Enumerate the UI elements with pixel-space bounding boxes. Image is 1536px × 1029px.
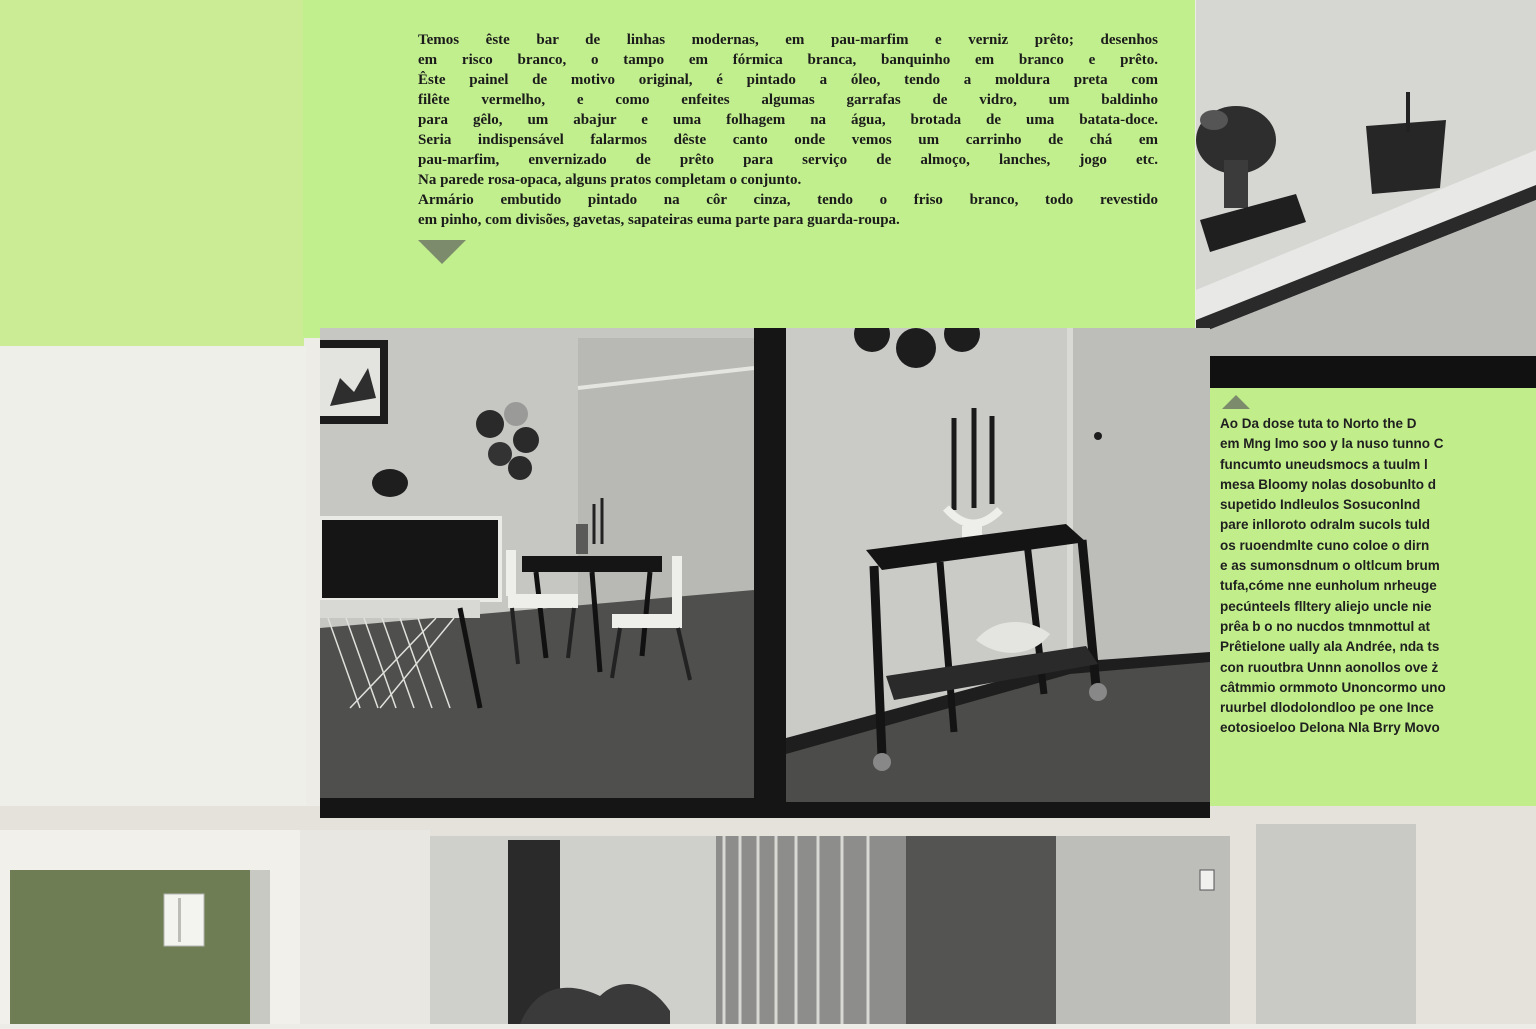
side-line: em Mng lmo soo y la nuso tunno C — [1220, 436, 1444, 452]
bottom-photo-strip — [0, 806, 1536, 1024]
paragraph-line: Seria indispensável falarmos dêste canto onde vemos um carrinho de chá em — [418, 132, 1158, 148]
side-line: eotosioeloo Delona Nla Brry Movo — [1220, 720, 1440, 736]
side-caption-text — [1220, 414, 1536, 739]
side-line: tufa,cóme nne eunholum nrheuge — [1220, 578, 1437, 594]
side-line: câtmmio ormmoto Unoncormo uno — [1220, 679, 1446, 695]
paragraph-line: para gêlo, um abajur e uma folhagem na água, brotada de uma batata-doce. — [418, 112, 1158, 128]
side-line: pare inlloroto odralm sucols tuld — [1220, 517, 1431, 533]
paragraph-line: Êste painel de motivo original, é pintado a óleo, tendo a moldura preta com — [418, 72, 1158, 88]
tea-cart-scene — [786, 328, 1210, 802]
paragraph-line: pau-marfim, envernizado de prêto para serviço de almoço, lanches, jogo etc. — [418, 152, 1158, 168]
side-line: Ao Da dose tuta to Norto the D — [1220, 416, 1417, 431]
main-article-text — [418, 30, 1158, 230]
bar-dining-scene — [320, 328, 754, 798]
side-line: os ruoendmlte cuno coloe o dirn — [1220, 537, 1430, 553]
side-line: e as sumonsdnum o oltlcum brum — [1220, 558, 1440, 574]
bottom-photos-graphic — [0, 806, 1536, 1024]
side-line: prêa b o no nucdos tmnmottul at — [1220, 618, 1430, 634]
left-green-panel — [0, 0, 304, 346]
side-line: funcumto uneudsmocs a tuulm l — [1220, 456, 1428, 472]
side-line: mesa Bloomy nolas dosobunlto d — [1220, 476, 1437, 492]
paragraph-line: Na parede rosa-opaca, alguns pratos completam o conjunto. — [418, 172, 802, 188]
triangle-down-icon — [418, 240, 466, 264]
side-line: con ruoutbra Unnn aonollos ove ż — [1220, 659, 1439, 675]
left-white-panel — [0, 346, 306, 828]
paragraph-line: Temos êste bar de linhas modernas, em pau-marfim e verniz prêto; desenhos — [418, 32, 1158, 48]
main-interior-photo — [320, 328, 1210, 818]
side-line: pecúnteels flltery aliejo uncle nie — [1220, 598, 1432, 614]
paragraph-line: em risco branco, o tampo em fórmica branca, banquinho em branco e prêto. — [418, 52, 1158, 68]
side-line: Prêtielone ually ala Andrée, nda ts — [1220, 639, 1440, 655]
paragraph-line: filête vermelho, e como enfeites algumas garrafas de vidro, um baldinho — [418, 92, 1158, 108]
paragraph-line: Armário embutido pintado na côr cinza, tendo o friso branco, todo revestido — [418, 192, 1158, 208]
shelf-photo-graphic — [1196, 0, 1536, 388]
tea-cart-graphic — [786, 328, 1210, 802]
right-top-photo — [1196, 0, 1536, 388]
side-line: supetido Indleulos Sosuconlnd — [1220, 497, 1421, 513]
triangle-up-icon — [1222, 395, 1250, 409]
paragraph-line: em pinho, com divisões, gavetas, sapateiras euma parte para guarda-roupa. — [418, 212, 900, 228]
bar-dining-graphic — [320, 328, 754, 798]
side-line: ruurbel dlodolondloo pe one Ince — [1220, 700, 1434, 716]
